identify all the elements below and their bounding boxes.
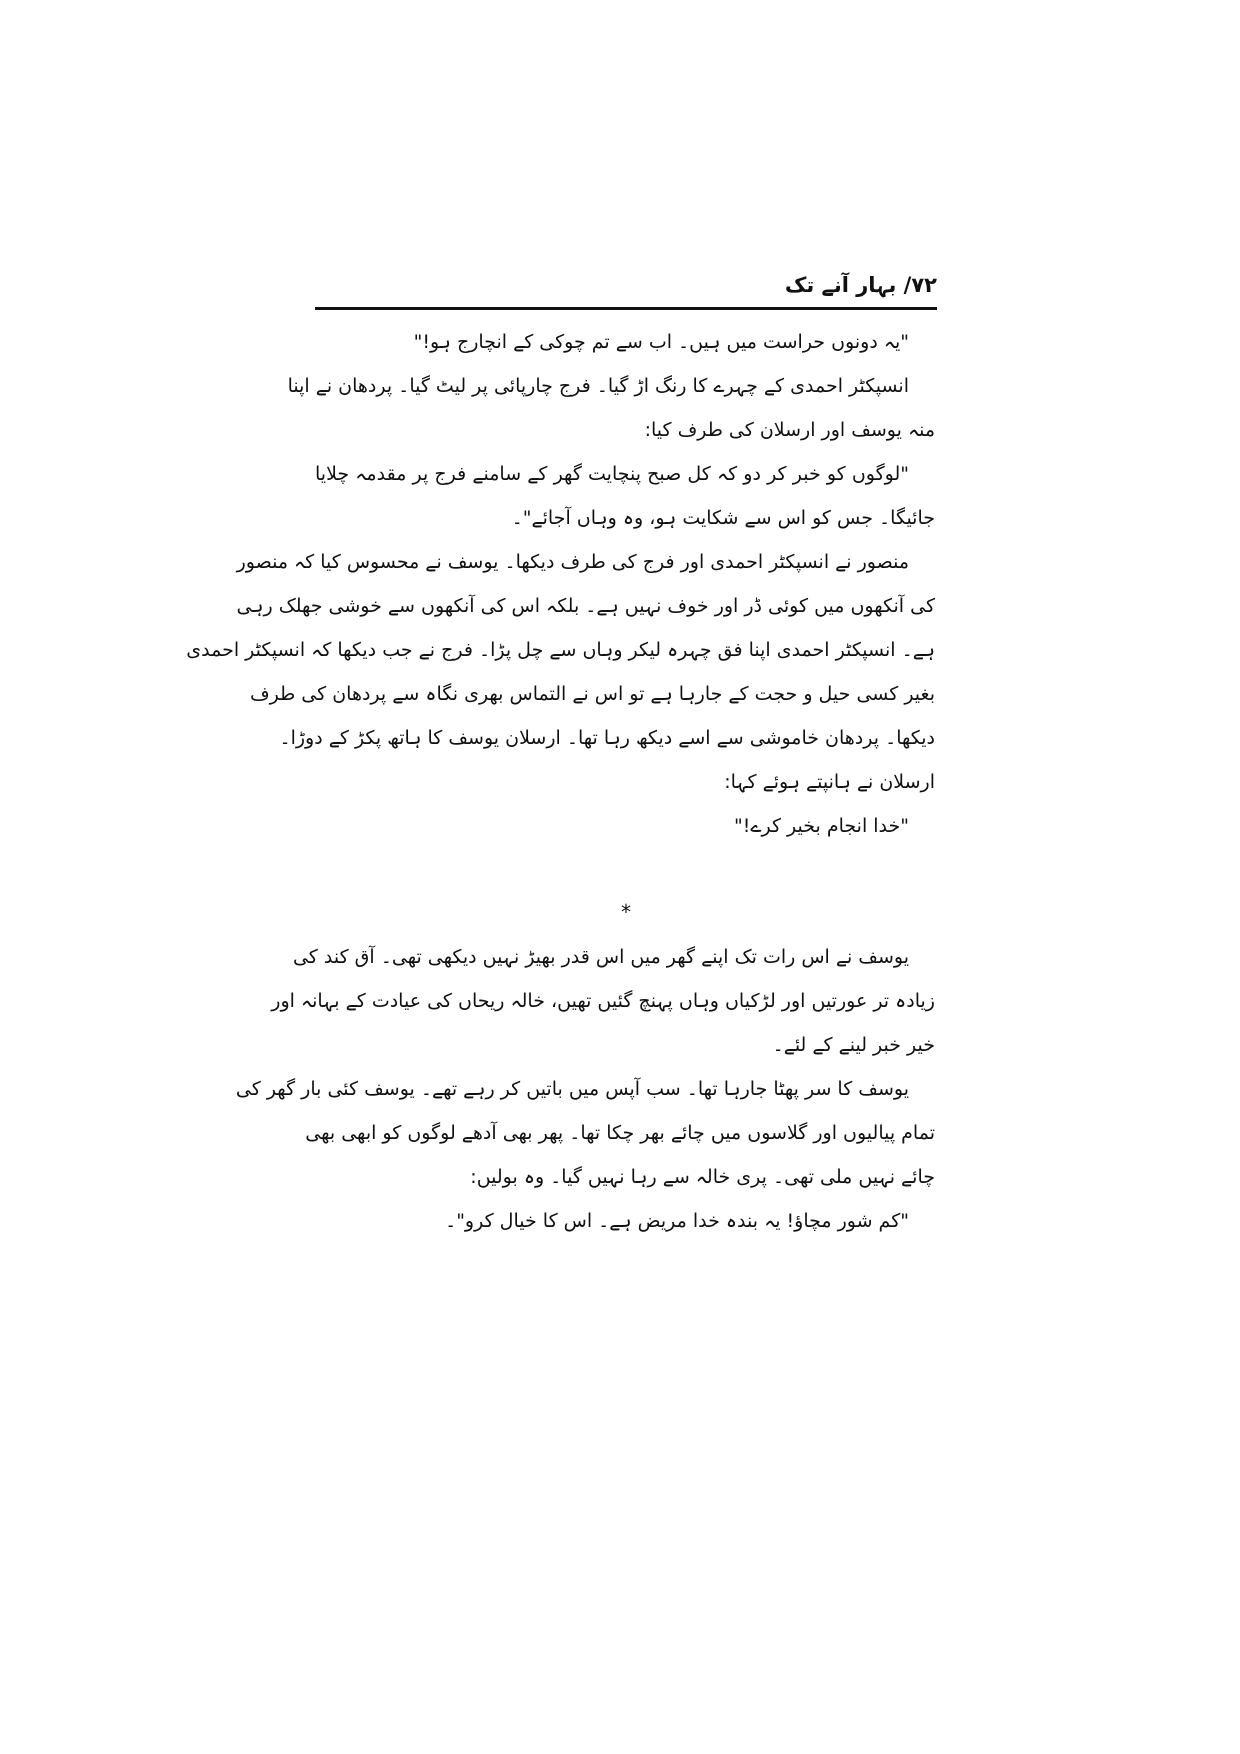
header-rule: [315, 307, 937, 310]
text-line: یوسف نے اس رات تک اپنے گھر میں اس قدر بھیڑ نہیں دیکھی تھی۔ آق کند کی: [292, 946, 909, 968]
text-line: "کم شور مچاؤ! یہ بندہ خدا مریض ہے۔ اس کا خیال کرو"۔: [445, 1210, 909, 1232]
text-line: کی آنکھوں میں کوئی ڈر اور خوف نہیں ہے۔ بلکہ اس کی آنکھوں سے خوشی جھلک رہی: [236, 595, 935, 617]
text-line: خیر خبر لینے کے لئے۔: [772, 1034, 935, 1056]
text-line: ارسلان نے ہانپتے ہوئے کہا:: [724, 771, 935, 793]
text-line: بغیر کسی حیل و حجت کے جارہا ہے تو اس نے التماس بھری نگاہ سے پردھان کی طرف: [249, 683, 935, 705]
section-separator: *: [621, 900, 631, 924]
running-head: ۷۲/ بہار آنے تک: [784, 273, 937, 297]
text-line: تمام پیالیوں اور گلاسوں میں چائے بھر چکا تھا۔ پھر بھی آدھے لوگوں کو ابھی بھی: [305, 1122, 935, 1144]
text-line: "یہ دونوں حراست میں ہیں۔ اب سے تم چوکی کے انچارج ہو!": [413, 331, 909, 353]
section-1-text: [186, 320, 935, 848]
text-line: جائیگا۔ جس کو اس سے شکایت ہو، وہ وہاں آجائے"۔: [511, 507, 935, 529]
text-line: منصور نے انسپکٹر احمدی اور فرج کی طرف دیکھا۔ یوسف نے محسوس کیا کہ منصور: [236, 551, 909, 573]
text-line: دیکھا۔ پردھان خاموشی سے اسے دیکھ رہا تھا۔ ارسلان یوسف کا ہاتھ پکڑ کے دوڑا۔: [279, 727, 935, 749]
text-line: "خدا انجام بخیر کرے!": [733, 815, 909, 837]
text-line: یوسف کا سر پھٹا جارہا تھا۔ سب آپس میں باتیں کر رہے تھے۔ یوسف کئی بار گھر کی: [235, 1078, 909, 1100]
text-line: ہے۔ انسپکٹر احمدی اپنا فق چہرہ لیکر وہاں سے چل پڑا۔ فرج نے جب دیکھا کہ انسپکٹر احمدی: [186, 639, 935, 661]
section-2-text: [235, 935, 935, 1243]
text-line: منہ یوسف اور ارسلان کی طرف کیا:: [644, 419, 935, 441]
text-line: انسپکٹر احمدی کے چہرے کا رنگ اڑ گیا۔ فرج چارپائی پر لیٹ گیا۔ پردھان نے اپنا: [287, 375, 909, 397]
text-line: "لوگوں کو خبر کر دو کہ کل صبح پنچایت گھر کے سامنے فرج پر مقدمہ چلایا: [315, 463, 909, 485]
text-line: چائے نہیں ملی تھی۔ پری خالہ سے رہا نہیں گیا۔ وہ بولیں:: [470, 1166, 935, 1188]
text-line: زیادہ تر عورتیں اور لڑکیاں وہاں پہنچ گئیں تھیں، خالہ ریحاں کی عیادت کے بہانہ اور: [271, 990, 935, 1012]
